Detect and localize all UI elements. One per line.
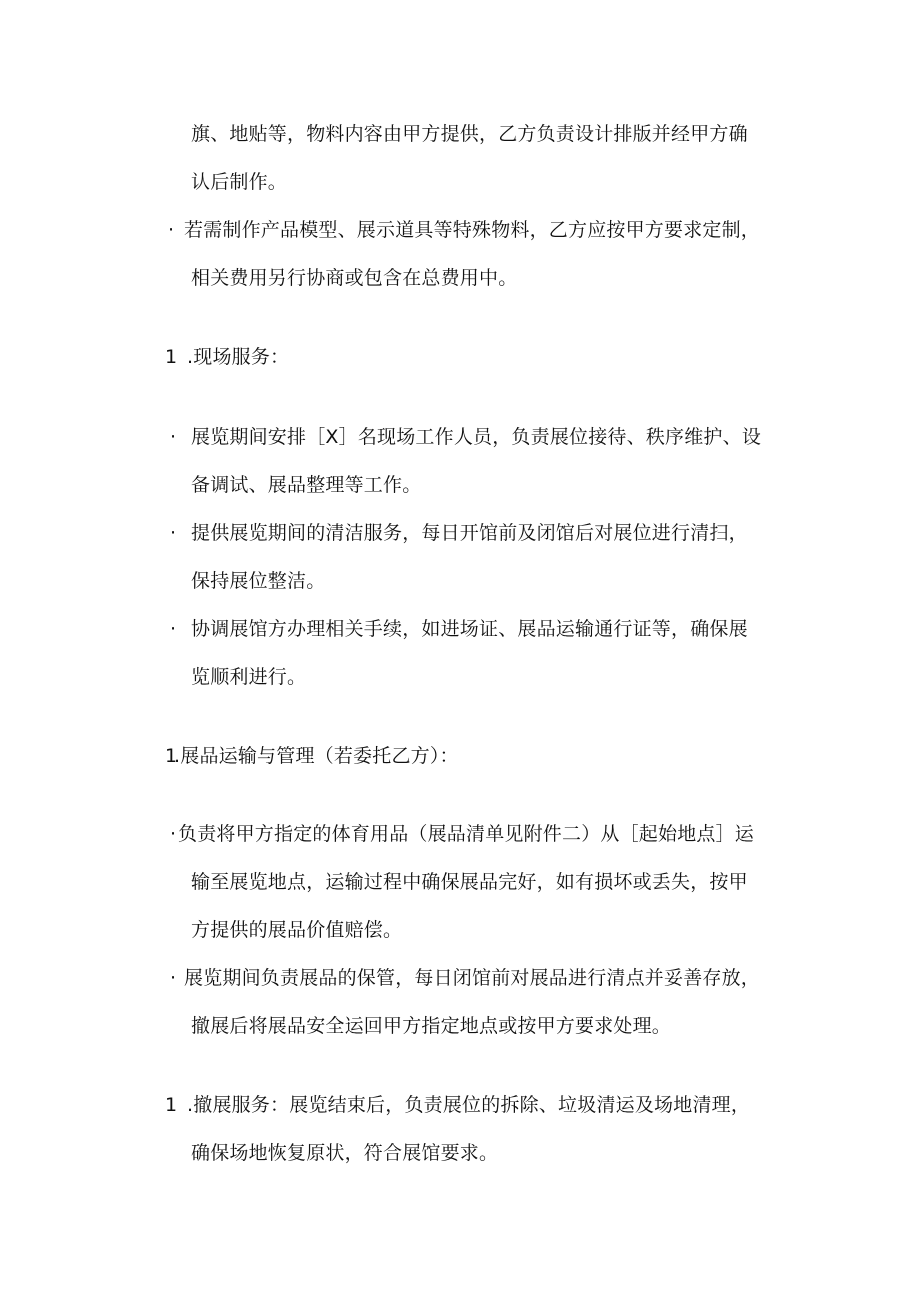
bullet-marker: · [170,967,177,989]
bullet-line: 览顺利进行。 [191,666,307,688]
heading-number: 1 [165,1094,178,1116]
heading-number: 1 [165,745,178,767]
bullet-line: 协调展馆方办理相关手续，如进场证、展品运输通行证等，确保展 [191,618,748,640]
bullet-marker: · [170,522,177,544]
bullet-line: 方提供的展品价值赔偿。 [191,919,403,941]
bullet-marker: · [170,823,177,845]
section-heading: .现场服务： [187,346,290,368]
bullet-line: 展览期间负责展品的保管，每日闭馆前对展品进行清点并妥善存放， [184,967,761,989]
paragraph-line: 确保场地恢复原状，符合展馆要求。 [191,1142,499,1164]
paragraph-line: 旗、地贴等，物料内容由甲方提供，乙方负责设计排版并经甲方确 [191,123,748,145]
bullet-line: 提供展览期间的清洁服务，每日开馆前及闭馆后对展位进行清扫， [191,522,748,544]
bullet-line: 输至展览地点，运输过程中确保展品完好，如有损坏或丢失，按甲 [191,871,748,893]
section-heading: .展品运输与管理（若委托乙方）： [174,745,459,767]
bullet-line: 相关费用另行协商或包含在总费用中。 [191,267,518,289]
bullet-marker: · [168,219,175,241]
paragraph-line: 认后制作。 [191,171,288,193]
bullet-line: 若需制作产品模型、展示道具等特殊物料，乙方应按甲方要求定制， [184,219,761,241]
bullet-line: 撤展后将展品安全运回甲方指定地点或按甲方要求处理。 [191,1015,672,1037]
heading-number: 1 [165,346,178,368]
bullet-line: 负责将甲方指定的体育用品（展品清单见附件二）从［起始地点］运 [178,823,755,845]
section-heading: .撤展服务：展览结束后，负责展位的拆除、垃圾清运及场地清理， [187,1094,751,1116]
bullet-line: 备调试、展品整理等工作。 [191,474,422,496]
bullet-marker: · [170,618,177,640]
bullet-line: 展览期间安排［X］名现场工作人员，负责展位接待、秩序维护、设 [191,426,762,448]
bullet-marker: · [170,426,177,448]
bullet-line: 保持展位整洁。 [191,570,326,592]
